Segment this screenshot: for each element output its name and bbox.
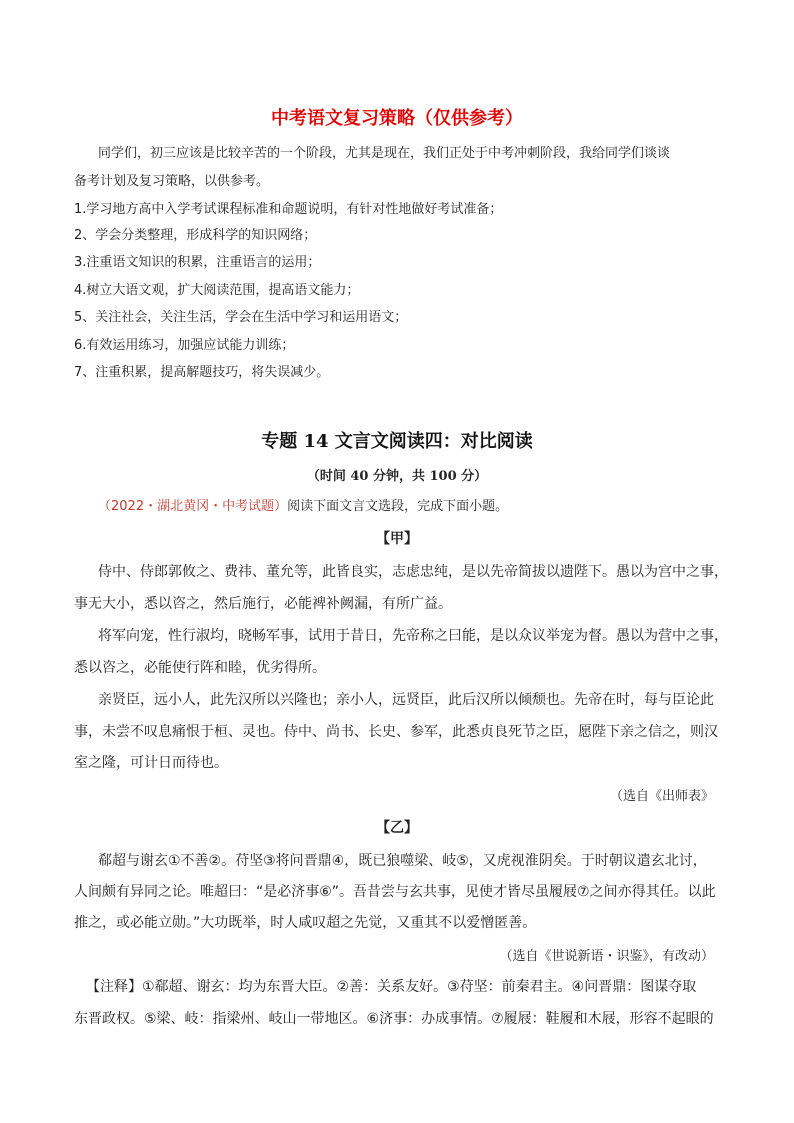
notes-line: 【注释】①郗超、谢玄：均为东晋大臣。②善：关系友好。③苻坚：前秦君主。④问晋鼎：图谋夺取 — [86, 979, 697, 995]
strategy-item: 4.树立大语文观，扩大阅读范围，提高语文能力； — [74, 283, 360, 298]
passage-b-line: 郗超与谢玄①不善②。苻坚③将问晋鼎④，既已狼噬梁、岐⑤，又虎视淮阴矣。于时朝议遣玄北讨， — [98, 853, 707, 869]
passage-b-line: 人间颇有异同之论。唯超曰：“是必济事⑥”。吾昔尝与玄共事，见使才皆尽虽履屐⑦之间亦得其任。以此 — [74, 884, 716, 900]
passage-a-line: 侍中、侍郎郭攸之、费祎、董允等，此皆良实，志虑忠纯，是以先帝简拔以遗陛下。愚以为宫中之事， — [98, 564, 728, 580]
strategy-item: 3.注重语文知识的积累，注重语言的运用； — [74, 255, 321, 270]
passage-b-source: （选自《世说新语・识鉴》，有改动） — [499, 949, 714, 964]
passage-a-line: 室之隆，可计日而待也。 — [74, 755, 228, 771]
passage-a-source: （选自《出师表》 — [609, 789, 714, 804]
strategy-item: 1.学习地方高中入学考试课程标准和命题说明，有针对性地做好考试准备； — [74, 202, 503, 217]
passage-a-line: 亲贤臣，远小人，此先汉所以兴隆也；亲小人，远贤臣，此后汉所以倾颓也。先帝在时，每与臣论此 — [98, 692, 714, 708]
strategy-intro-line-2: 备考计划及复习策略，以供参考。 — [74, 174, 270, 189]
notes-line: 东晋政权。⑤梁、岐：指梁州、岐山一带地区。⑥济事：办成事情。⑦履屐：鞋履和木屐，形容不起眼的 — [74, 1011, 714, 1027]
strategy-item: 5、关注社会，关注生活，学会在生活中学习和运用语文； — [74, 310, 408, 325]
strategy-intro-line-1: 同学们，初三应该是比较辛苦的一个阶段，尤其是现在，我们正处于中考冲刺阶段，我给同学们谈谈 — [98, 146, 671, 161]
strategy-title: 中考语文复习策略（仅供参考） — [271, 108, 523, 129]
question-source-line — [98, 498, 508, 516]
passage-a-line: 事，未尝不叹息痛恨于桓、灵也。侍中、尚书、长史、参军，此悉贞良死节之臣，愿陛下亲之信之，则汉 — [74, 724, 718, 740]
passage-a-heading: 【甲】 — [376, 531, 418, 547]
strategy-item: 6.有效运用练习，加强应试能力训练； — [74, 338, 295, 353]
strategy-item: 2、学会分类整理，形成科学的知识网络； — [74, 228, 317, 243]
passage-b-heading: 【乙】 — [376, 820, 418, 836]
topic-subtitle: （时间 40 分钟，共 100 分） — [306, 469, 488, 484]
passage-a-line: 悉以咨之，必能使行阵和睦，优劣得所。 — [74, 660, 326, 676]
passage-a-line: 事无大小，悉以咨之，然后施行，必能裨补阙漏，有所广益。 — [74, 596, 452, 612]
question-instruction: 阅读下面文言文选段，完成下面小题。 — [287, 499, 509, 514]
strategy-item: 7、注重积累，提高解题技巧，将失误减少。 — [74, 365, 330, 380]
passage-b-line: 推之，或必能立勋。”大功既举，时人咸叹超之先觉，又重其不以爱憎匿善。 — [74, 915, 537, 931]
topic-title: 专题 14 文言文阅读四：对比阅读 — [261, 431, 533, 452]
passage-a-line: 将军向宠，性行淑均，晓畅军事，试用于昔日，先帝称之曰能，是以众议举宠为督。愚以为营中之事， — [98, 628, 728, 644]
question-source-tag: （2022・湖北黄冈・中考试题） — [98, 499, 288, 514]
